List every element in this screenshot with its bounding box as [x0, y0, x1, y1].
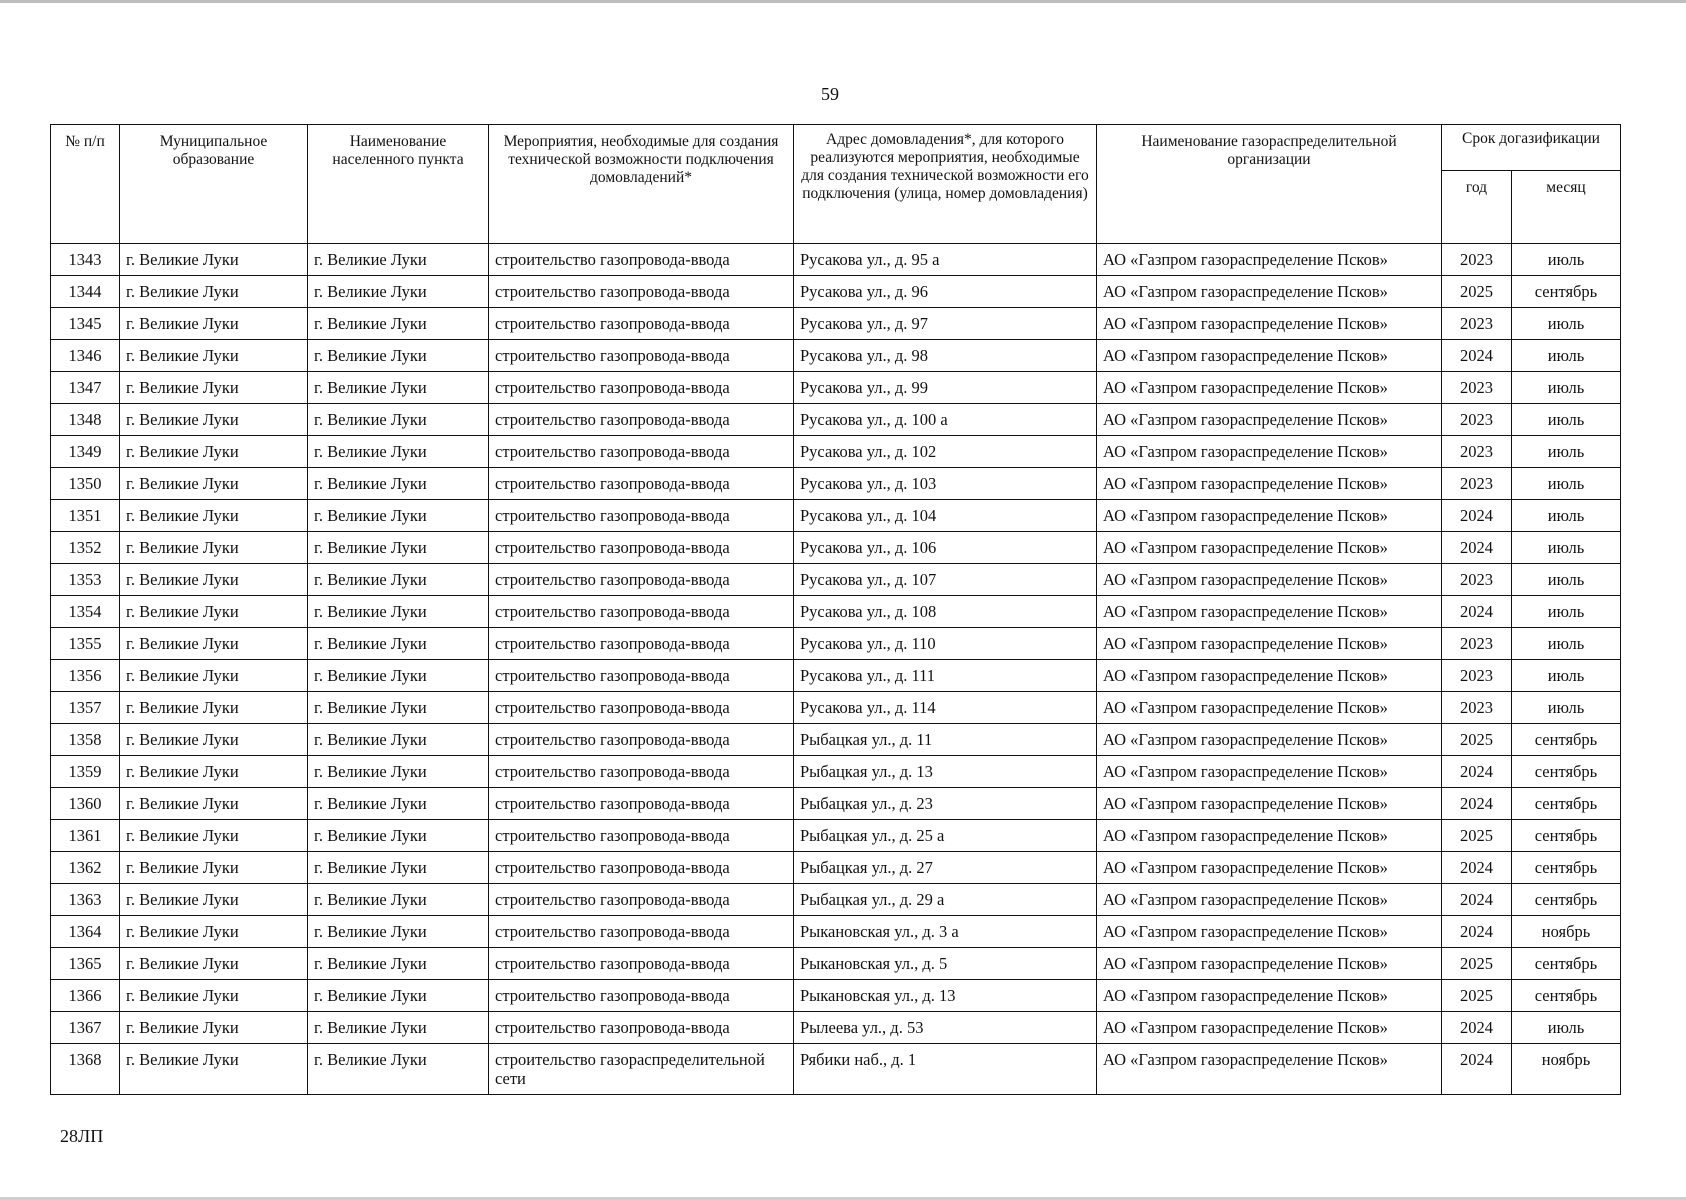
cell-month: сентябрь: [1512, 884, 1621, 916]
cell-no: 1355: [51, 628, 120, 660]
table-row: [51, 244, 1621, 276]
cell-municipality: г. Великие Луки: [120, 404, 308, 436]
table-row: [51, 500, 1621, 532]
cell-organization: АО «Газпром газораспределение Псков»: [1097, 724, 1442, 756]
cell-organization: АО «Газпром газораспределение Псков»: [1097, 852, 1442, 884]
cell-address: Рыбацкая ул., д. 23: [794, 788, 1097, 820]
cell-municipality: г. Великие Луки: [120, 980, 308, 1012]
cell-no: 1343: [51, 244, 120, 276]
cell-measure: строительство газопровода-ввода: [489, 884, 794, 916]
cell-municipality: г. Великие Луки: [120, 564, 308, 596]
cell-no: 1346: [51, 340, 120, 372]
table-row: [51, 308, 1621, 340]
cell-address: Русакова ул., д. 114: [794, 692, 1097, 724]
cell-no: 1353: [51, 564, 120, 596]
cell-no: 1367: [51, 1012, 120, 1044]
table-row: [51, 340, 1621, 372]
cell-municipality: г. Великие Луки: [120, 724, 308, 756]
cell-organization: АО «Газпром газораспределение Псков»: [1097, 980, 1442, 1012]
cell-measure: строительство газопровода-ввода: [489, 532, 794, 564]
cell-year: 2023: [1442, 372, 1512, 404]
cell-measure: строительство газопровода-ввода: [489, 820, 794, 852]
cell-year: 2023: [1442, 404, 1512, 436]
header-year: год: [1442, 171, 1512, 244]
table-row: [51, 276, 1621, 308]
cell-measure: строительство газораспределительной сети: [489, 1044, 794, 1095]
cell-month: июль: [1512, 564, 1621, 596]
cell-year: 2024: [1442, 852, 1512, 884]
table-row: [51, 916, 1621, 948]
table-body: [51, 244, 1621, 1095]
cell-municipality: г. Великие Луки: [120, 692, 308, 724]
cell-address: Русакова ул., д. 102: [794, 436, 1097, 468]
cell-month: июль: [1512, 500, 1621, 532]
cell-measure: строительство газопровода-ввода: [489, 660, 794, 692]
cell-settlement: г. Великие Луки: [308, 596, 489, 628]
cell-organization: АО «Газпром газораспределение Псков»: [1097, 532, 1442, 564]
cell-organization: АО «Газпром газораспределение Псков»: [1097, 692, 1442, 724]
cell-address: Русакова ул., д. 99: [794, 372, 1097, 404]
cell-month: сентябрь: [1512, 788, 1621, 820]
cell-settlement: г. Великие Луки: [308, 1012, 489, 1044]
cell-month: сентябрь: [1512, 980, 1621, 1012]
cell-organization: АО «Газпром газораспределение Псков»: [1097, 660, 1442, 692]
table-row: [51, 788, 1621, 820]
cell-no: 1362: [51, 852, 120, 884]
header-no: № п/п: [51, 125, 120, 244]
cell-month: июль: [1512, 404, 1621, 436]
cell-municipality: г. Великие Луки: [120, 500, 308, 532]
cell-month: июль: [1512, 340, 1621, 372]
cell-organization: АО «Газпром газораспределение Псков»: [1097, 404, 1442, 436]
cell-settlement: г. Великие Луки: [308, 756, 489, 788]
cell-no: 1354: [51, 596, 120, 628]
cell-year: 2023: [1442, 564, 1512, 596]
cell-year: 2024: [1442, 756, 1512, 788]
cell-address: Рыкановская ул., д. 5: [794, 948, 1097, 980]
cell-address: Русакова ул., д. 104: [794, 500, 1097, 532]
cell-month: июль: [1512, 660, 1621, 692]
cell-month: сентябрь: [1512, 724, 1621, 756]
cell-measure: строительство газопровода-ввода: [489, 948, 794, 980]
cell-municipality: г. Великие Луки: [120, 244, 308, 276]
cell-settlement: г. Великие Луки: [308, 404, 489, 436]
cell-settlement: г. Великие Луки: [308, 820, 489, 852]
cell-settlement: г. Великие Луки: [308, 660, 489, 692]
cell-organization: АО «Газпром газораспределение Псков»: [1097, 916, 1442, 948]
cell-month: июль: [1512, 692, 1621, 724]
header-deadline: Срок догазификации: [1442, 125, 1621, 171]
cell-month: июль: [1512, 596, 1621, 628]
table-row: [51, 372, 1621, 404]
cell-address: Русакова ул., д. 100 а: [794, 404, 1097, 436]
header-measures: Мероприятия, необходимые для создания технической возможности подключения домовладений*: [489, 125, 794, 244]
cell-no: 1350: [51, 468, 120, 500]
cell-measure: строительство газопровода-ввода: [489, 404, 794, 436]
cell-settlement: г. Великие Луки: [308, 308, 489, 340]
cell-month: июль: [1512, 308, 1621, 340]
cell-no: 1358: [51, 724, 120, 756]
cell-no: 1363: [51, 884, 120, 916]
cell-month: июль: [1512, 436, 1621, 468]
cell-address: Русакова ул., д. 98: [794, 340, 1097, 372]
cell-organization: АО «Газпром газораспределение Псков»: [1097, 596, 1442, 628]
cell-settlement: г. Великие Луки: [308, 276, 489, 308]
cell-year: 2025: [1442, 980, 1512, 1012]
cell-organization: АО «Газпром газораспределение Псков»: [1097, 948, 1442, 980]
cell-address: Русакова ул., д. 103: [794, 468, 1097, 500]
cell-year: 2025: [1442, 724, 1512, 756]
cell-no: 1345: [51, 308, 120, 340]
cell-organization: АО «Газпром газораспределение Псков»: [1097, 340, 1442, 372]
table-row: [51, 436, 1621, 468]
cell-organization: АО «Газпром газораспределение Псков»: [1097, 788, 1442, 820]
cell-address: Рыбацкая ул., д. 13: [794, 756, 1097, 788]
cell-municipality: г. Великие Луки: [120, 820, 308, 852]
cell-municipality: г. Великие Луки: [120, 788, 308, 820]
cell-municipality: г. Великие Луки: [120, 308, 308, 340]
cell-address: Рыбацкая ул., д. 29 а: [794, 884, 1097, 916]
cell-organization: АО «Газпром газораспределение Псков»: [1097, 308, 1442, 340]
cell-no: 1348: [51, 404, 120, 436]
cell-settlement: г. Великие Луки: [308, 468, 489, 500]
cell-municipality: г. Великие Луки: [120, 372, 308, 404]
cell-measure: строительство газопровода-ввода: [489, 692, 794, 724]
cell-settlement: г. Великие Луки: [308, 532, 489, 564]
cell-month: сентябрь: [1512, 276, 1621, 308]
cell-organization: АО «Газпром газораспределение Псков»: [1097, 276, 1442, 308]
cell-year: 2024: [1442, 916, 1512, 948]
cell-month: сентябрь: [1512, 820, 1621, 852]
cell-measure: строительство газопровода-ввода: [489, 916, 794, 948]
header-municipality: Муниципальное образование: [120, 125, 308, 244]
cell-measure: строительство газопровода-ввода: [489, 756, 794, 788]
cell-no: 1360: [51, 788, 120, 820]
cell-month: ноябрь: [1512, 1044, 1621, 1095]
table-row: [51, 1044, 1621, 1095]
cell-municipality: г. Великие Луки: [120, 436, 308, 468]
cell-no: 1344: [51, 276, 120, 308]
table-row: [51, 628, 1621, 660]
cell-settlement: г. Великие Луки: [308, 436, 489, 468]
cell-measure: строительство газопровода-ввода: [489, 1012, 794, 1044]
cell-measure: строительство газопровода-ввода: [489, 596, 794, 628]
cell-year: 2024: [1442, 532, 1512, 564]
cell-municipality: г. Великие Луки: [120, 1044, 308, 1095]
cell-address: Русакова ул., д. 96: [794, 276, 1097, 308]
header-address: Адрес домовладения*, для которого реализуются мероприятия, необходимые для создания технической возможности его подключения (улица, номер домовладения): [794, 125, 1097, 244]
cell-address: Русакова ул., д. 108: [794, 596, 1097, 628]
cell-year: 2024: [1442, 500, 1512, 532]
table-row: [51, 596, 1621, 628]
cell-measure: строительство газопровода-ввода: [489, 244, 794, 276]
cell-no: 1365: [51, 948, 120, 980]
scan-edge-top: [0, 0, 1686, 3]
cell-settlement: г. Великие Луки: [308, 628, 489, 660]
cell-settlement: г. Великие Луки: [308, 724, 489, 756]
cell-year: 2023: [1442, 244, 1512, 276]
cell-no: 1349: [51, 436, 120, 468]
cell-month: июль: [1512, 1012, 1621, 1044]
table-row: [51, 692, 1621, 724]
cell-address: Русакова ул., д. 106: [794, 532, 1097, 564]
cell-no: 1357: [51, 692, 120, 724]
cell-no: 1347: [51, 372, 120, 404]
cell-municipality: г. Великие Луки: [120, 596, 308, 628]
cell-measure: строительство газопровода-ввода: [489, 724, 794, 756]
cell-year: 2024: [1442, 1044, 1512, 1095]
cell-month: июль: [1512, 628, 1621, 660]
cell-settlement: г. Великие Луки: [308, 692, 489, 724]
table-row: [51, 660, 1621, 692]
cell-organization: АО «Газпром газораспределение Псков»: [1097, 884, 1442, 916]
cell-year: 2024: [1442, 884, 1512, 916]
cell-no: 1361: [51, 820, 120, 852]
cell-measure: строительство газопровода-ввода: [489, 628, 794, 660]
table-row: [51, 884, 1621, 916]
cell-organization: АО «Газпром газораспределение Псков»: [1097, 372, 1442, 404]
cell-organization: АО «Газпром газораспределение Псков»: [1097, 468, 1442, 500]
table-row: [51, 1012, 1621, 1044]
cell-organization: АО «Газпром газораспределение Псков»: [1097, 628, 1442, 660]
cell-year: 2023: [1442, 660, 1512, 692]
cell-month: июль: [1512, 468, 1621, 500]
cell-address: Рылеева ул., д. 53: [794, 1012, 1097, 1044]
cell-measure: строительство газопровода-ввода: [489, 340, 794, 372]
table-row: [51, 564, 1621, 596]
cell-month: ноябрь: [1512, 916, 1621, 948]
cell-year: 2025: [1442, 948, 1512, 980]
cell-settlement: г. Великие Луки: [308, 980, 489, 1012]
cell-year: 2024: [1442, 788, 1512, 820]
cell-address: Рыкановская ул., д. 13: [794, 980, 1097, 1012]
cell-year: 2023: [1442, 436, 1512, 468]
cell-month: сентябрь: [1512, 948, 1621, 980]
header-month: месяц: [1512, 171, 1621, 244]
cell-no: 1364: [51, 916, 120, 948]
cell-address: Рябики наб., д. 1: [794, 1044, 1097, 1095]
cell-no: 1366: [51, 980, 120, 1012]
table-row: [51, 852, 1621, 884]
cell-municipality: г. Великие Луки: [120, 660, 308, 692]
table-row: [51, 468, 1621, 500]
cell-address: Рыбацкая ул., д. 27: [794, 852, 1097, 884]
cell-settlement: г. Великие Луки: [308, 916, 489, 948]
cell-address: Рыбацкая ул., д. 11: [794, 724, 1097, 756]
cell-settlement: г. Великие Луки: [308, 788, 489, 820]
cell-address: Рыбацкая ул., д. 25 а: [794, 820, 1097, 852]
cell-month: сентябрь: [1512, 852, 1621, 884]
cell-municipality: г. Великие Луки: [120, 532, 308, 564]
cell-no: 1351: [51, 500, 120, 532]
gasification-table: [50, 124, 1621, 1095]
cell-organization: АО «Газпром газораспределение Псков»: [1097, 820, 1442, 852]
cell-organization: АО «Газпром газораспределение Псков»: [1097, 500, 1442, 532]
cell-settlement: г. Великие Луки: [308, 500, 489, 532]
cell-municipality: г. Великие Луки: [120, 628, 308, 660]
cell-measure: строительство газопровода-ввода: [489, 500, 794, 532]
cell-address: Рыкановская ул., д. 3 а: [794, 916, 1097, 948]
cell-settlement: г. Великие Луки: [308, 884, 489, 916]
cell-no: 1368: [51, 1044, 120, 1095]
cell-municipality: г. Великие Луки: [120, 1012, 308, 1044]
cell-year: 2024: [1442, 340, 1512, 372]
cell-organization: АО «Газпром газораспределение Псков»: [1097, 244, 1442, 276]
cell-address: Русакова ул., д. 111: [794, 660, 1097, 692]
table-row: [51, 724, 1621, 756]
table-row: [51, 980, 1621, 1012]
cell-year: 2025: [1442, 820, 1512, 852]
cell-municipality: г. Великие Луки: [120, 276, 308, 308]
cell-measure: строительство газопровода-ввода: [489, 436, 794, 468]
table-row: [51, 820, 1621, 852]
cell-municipality: г. Великие Луки: [120, 852, 308, 884]
cell-year: 2024: [1442, 1012, 1512, 1044]
cell-settlement: г. Великие Луки: [308, 852, 489, 884]
cell-year: 2023: [1442, 692, 1512, 724]
cell-year: 2024: [1442, 596, 1512, 628]
cell-year: 2023: [1442, 628, 1512, 660]
cell-measure: строительство газопровода-ввода: [489, 788, 794, 820]
cell-municipality: г. Великие Луки: [120, 468, 308, 500]
cell-settlement: г. Великие Луки: [308, 244, 489, 276]
cell-municipality: г. Великие Луки: [120, 756, 308, 788]
cell-month: июль: [1512, 532, 1621, 564]
footer-code: 28ЛП: [60, 1126, 104, 1146]
cell-year: 2023: [1442, 308, 1512, 340]
cell-organization: АО «Газпром газораспределение Псков»: [1097, 756, 1442, 788]
cell-settlement: г. Великие Луки: [308, 340, 489, 372]
cell-settlement: г. Великие Луки: [308, 564, 489, 596]
cell-municipality: г. Великие Луки: [120, 916, 308, 948]
cell-address: Русакова ул., д. 95 а: [794, 244, 1097, 276]
cell-measure: строительство газопровода-ввода: [489, 276, 794, 308]
page-number: 59: [821, 84, 839, 104]
cell-no: 1359: [51, 756, 120, 788]
cell-month: июль: [1512, 372, 1621, 404]
cell-settlement: г. Великие Луки: [308, 948, 489, 980]
cell-measure: строительство газопровода-ввода: [489, 372, 794, 404]
cell-year: 2025: [1442, 276, 1512, 308]
cell-municipality: г. Великие Луки: [120, 948, 308, 980]
header-organization: Наименование газораспределительной организации: [1097, 125, 1442, 244]
cell-municipality: г. Великие Луки: [120, 340, 308, 372]
cell-settlement: г. Великие Луки: [308, 372, 489, 404]
table-row: [51, 948, 1621, 980]
cell-measure: строительство газопровода-ввода: [489, 468, 794, 500]
table-row: [51, 756, 1621, 788]
cell-address: Русакова ул., д. 107: [794, 564, 1097, 596]
cell-measure: строительство газопровода-ввода: [489, 564, 794, 596]
cell-organization: АО «Газпром газораспределение Псков»: [1097, 1012, 1442, 1044]
header-settlement: Наименование населенного пункта: [308, 125, 489, 244]
cell-no: 1352: [51, 532, 120, 564]
cell-address: Русакова ул., д. 110: [794, 628, 1097, 660]
cell-measure: строительство газопровода-ввода: [489, 852, 794, 884]
cell-organization: АО «Газпром газораспределение Псков»: [1097, 436, 1442, 468]
cell-no: 1356: [51, 660, 120, 692]
table-header: [51, 125, 1621, 244]
cell-month: сентябрь: [1512, 756, 1621, 788]
table-row: [51, 532, 1621, 564]
table-row: [51, 404, 1621, 436]
cell-measure: строительство газопровода-ввода: [489, 308, 794, 340]
cell-settlement: г. Великие Луки: [308, 1044, 489, 1095]
cell-month: июль: [1512, 244, 1621, 276]
cell-measure: строительство газопровода-ввода: [489, 980, 794, 1012]
cell-year: 2023: [1442, 468, 1512, 500]
cell-address: Русакова ул., д. 97: [794, 308, 1097, 340]
cell-municipality: г. Великие Луки: [120, 884, 308, 916]
cell-organization: АО «Газпром газораспределение Псков»: [1097, 564, 1442, 596]
cell-organization: АО «Газпром газораспределение Псков»: [1097, 1044, 1442, 1095]
